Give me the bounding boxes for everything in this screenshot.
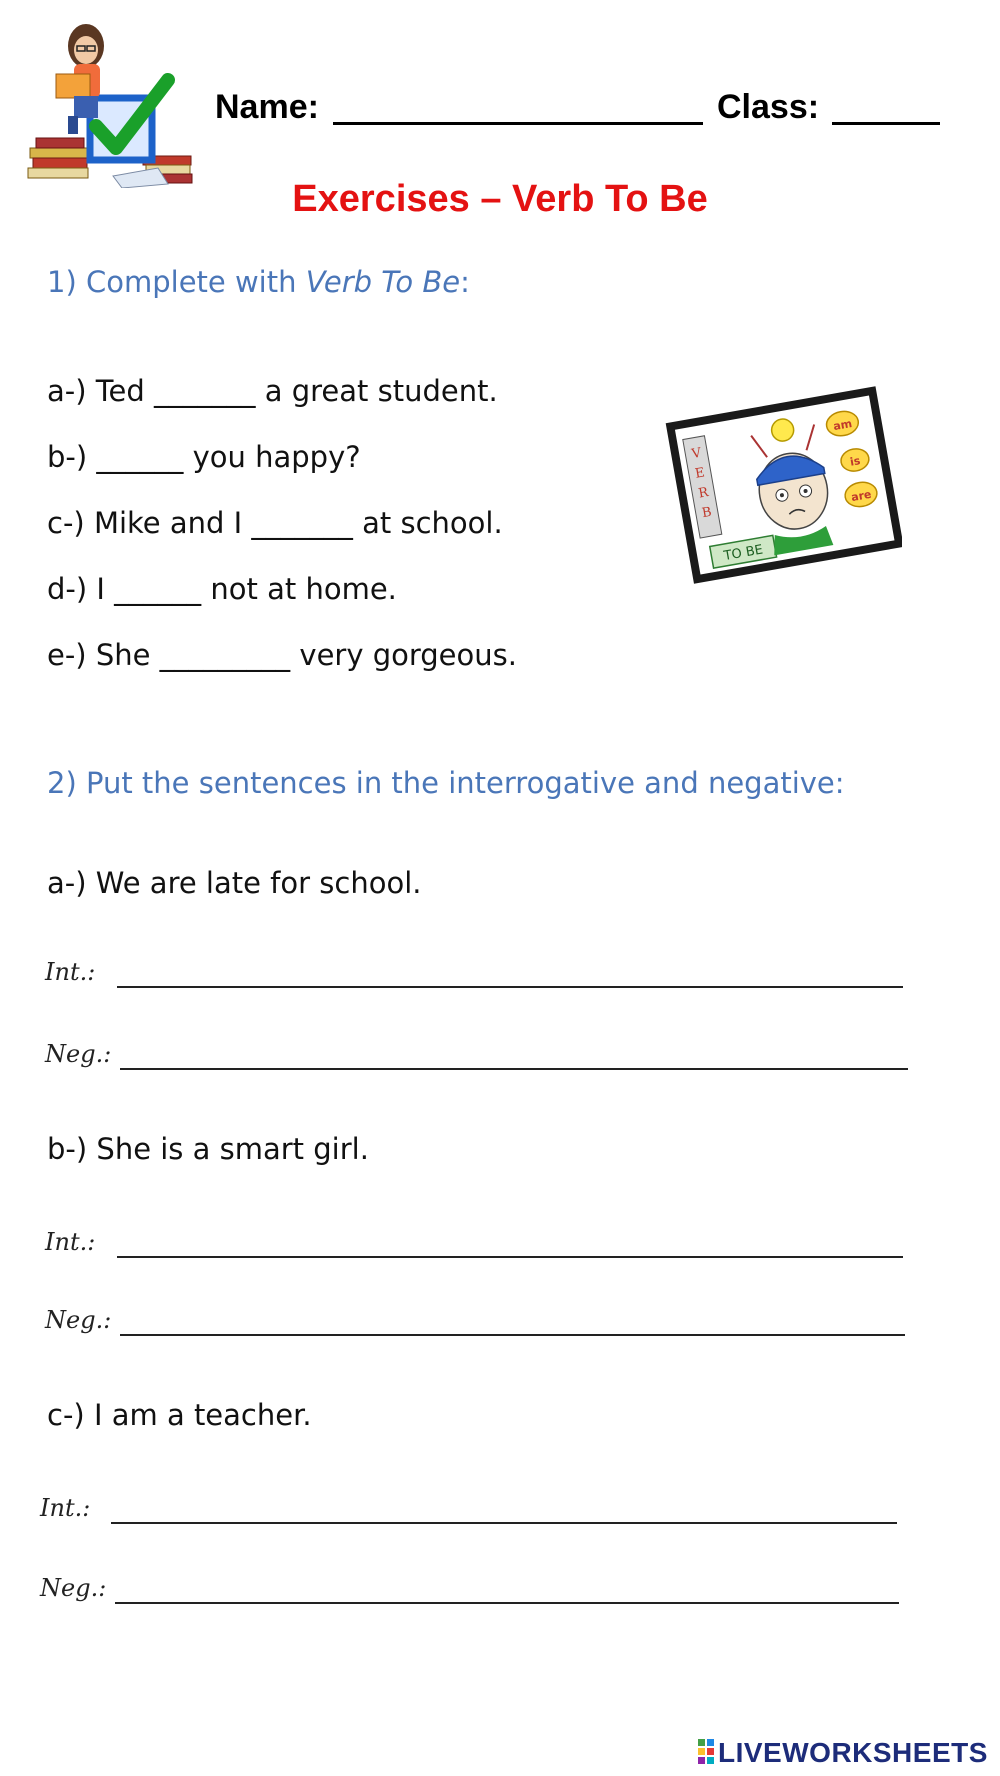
liveworksheets-logo-text: LIVEWORKSHEETS — [718, 1737, 988, 1768]
neg-answer-line-b[interactable] — [120, 1334, 905, 1336]
neg-answer-line-a[interactable] — [120, 1068, 908, 1070]
bubble-are: are — [850, 487, 873, 505]
exercise-2-sentence-a: a-) We are late for school. — [47, 866, 422, 900]
neg-answer-line-c[interactable] — [115, 1602, 899, 1604]
int-label-b: Int.: — [45, 1228, 96, 1256]
exercise-1-item-b: b-) ______ you happy? — [47, 440, 361, 474]
worksheet-title: Exercises – Verb To Be — [292, 178, 708, 220]
bubble-am: am — [832, 417, 854, 434]
exercise-1-item-d: d-) I ______ not at home. — [47, 572, 397, 606]
verb-letter-v: V — [690, 445, 703, 463]
int-answer-line-c[interactable] — [111, 1522, 897, 1524]
neg-label-a: Neg.: — [45, 1040, 112, 1068]
exercise-1-heading — [47, 265, 470, 299]
exercise-1-heading-prefix: 1) Complete with — [47, 265, 306, 299]
liveworksheets-logo — [698, 1737, 998, 1771]
book-stack-left — [28, 138, 88, 178]
class-label: Class: — [717, 88, 820, 126]
bubble-is: is — [848, 454, 862, 469]
neg-label-c: Neg.: — [40, 1574, 107, 1602]
verb-letter-b: B — [700, 504, 713, 522]
verb-letter-r: R — [697, 485, 710, 502]
exercise-2-sentence-b: b-) She is a smart girl. — [47, 1132, 369, 1166]
int-answer-line-b[interactable] — [117, 1256, 903, 1258]
exercise-1-item-c: c-) Mike and I _______ at school. — [47, 506, 503, 540]
exercise-1-item-e: e-) She _________ very gorgeous. — [47, 638, 517, 672]
int-label-a: Int.: — [45, 958, 96, 986]
teacher-checkmark-illustration — [18, 18, 193, 188]
name-label: Name: — [215, 88, 319, 126]
int-label-c: Int.: — [40, 1494, 91, 1522]
to-be-plaque-text: TO BE — [722, 542, 765, 565]
exercise-1-heading-suffix: : — [460, 265, 470, 299]
teacher-avatar — [56, 24, 104, 134]
verb-to-be-illustration — [662, 383, 902, 585]
verb-letter-e: E — [693, 465, 706, 482]
name-blank[interactable] — [333, 122, 703, 125]
exercise-2-heading: 2) Put the sentences in the interrogative and negative: — [47, 766, 845, 800]
exercise-1-heading-emphasis: Verb To Be — [305, 265, 461, 299]
exercise-1-item-a: a-) Ted _______ a great student. — [47, 374, 498, 408]
class-blank[interactable] — [832, 122, 940, 125]
exercise-2-sentence-c: c-) I am a teacher. — [47, 1398, 312, 1432]
int-answer-line-a[interactable] — [117, 986, 903, 988]
neg-label-b: Neg.: — [45, 1306, 112, 1334]
